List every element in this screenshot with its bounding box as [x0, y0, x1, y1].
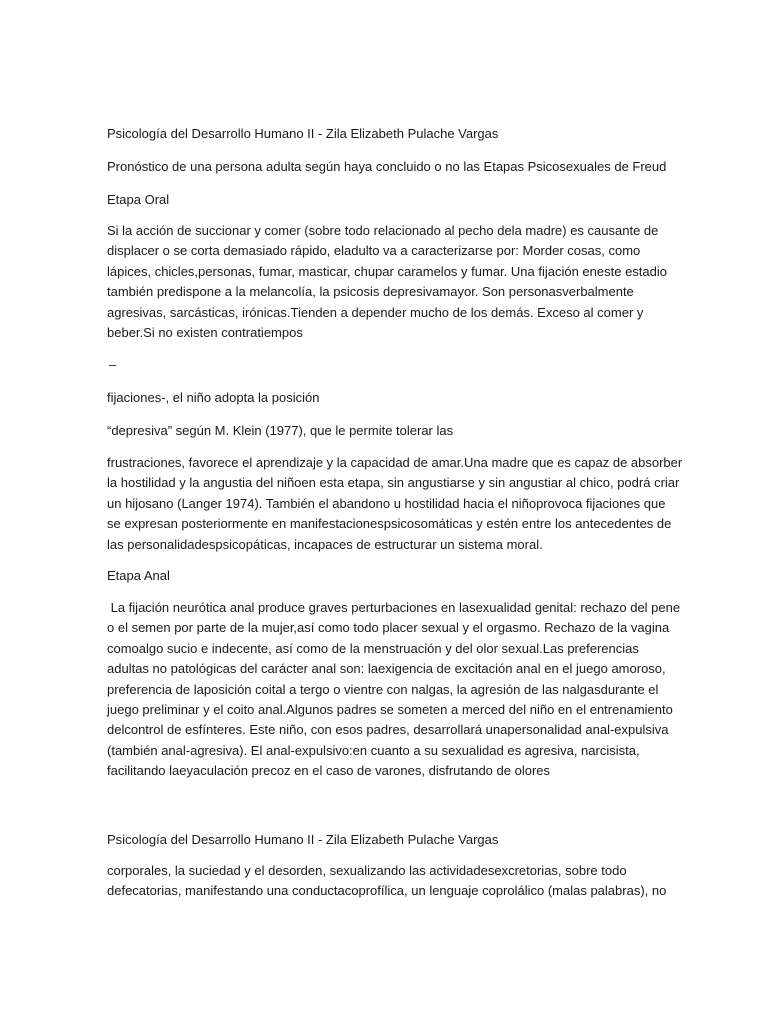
frustraciones-paragraph	[107, 453, 682, 555]
paragraph-line: frustraciones, favorece el aprendizaje y la capacidad de amar.Una madre que es capaz de absorber	[107, 455, 683, 470]
dash-separator: –	[109, 357, 117, 372]
paragraph-line: la hostilidad y la angustia del niñoen esta etapa, sin angustiarse y sin angustiar al chico, podrá criar	[107, 475, 680, 491]
document-subtitle: Pronóstico de una persona adulta según haya concluido o no las Etapas Psicosexuales de Freud	[107, 159, 667, 174]
page-header: Psicología del Desarrollo Humano II - Zila Elizabeth Pulache Vargas	[107, 126, 499, 141]
paragraph-line: facilitando laeyaculación precoz en el caso de varones, disfrutando de olores	[107, 763, 550, 779]
section-heading-anal: Etapa Anal	[107, 568, 170, 583]
fijaciones-line: fijaciones-, el niño adopta la posición	[107, 390, 320, 405]
paragraph-line: (también anal-agresiva). El anal-expulsivo:en cuanto a su sexualidad es agresiva, narcisista,	[107, 742, 640, 758]
paragraph-line: se expresan posteriormente en manifestacionespsicosomáticas y estén entre los antecedentes de	[107, 516, 672, 532]
anal-paragraph	[107, 598, 680, 782]
section-heading-oral: Etapa Oral	[107, 192, 170, 207]
paragraph-line: corporales, la suciedad y el desorden, sexualizando las actividadesexcretorias, sobre todo	[107, 863, 627, 878]
oral-paragraph	[107, 221, 667, 343]
paragraph-line: también predispone a la melancolía, la psicosis depresivamayor. Son personasverbalmente	[107, 284, 634, 300]
paragraph-line: las personalidadespsicopáticas, incapaces de estructurar un sistema moral.	[107, 536, 543, 552]
paragraph-line: lápices, chicles,personas, fumar, masticar, chupar caramelos y fumar. Una fijación eneste estadio	[107, 263, 667, 279]
paragraph-line: preferencia de laposición coital a tergo o vientre con nalgas, la agresión de las nalgasdurante el	[107, 681, 659, 697]
paragraph-line: beber.Si no existen contratiempos	[107, 325, 303, 341]
paragraph-line: displacer o se corta demasiado rápido, eladulto va a caracterizarse por: Morder cosas, como	[107, 243, 641, 259]
paragraph-line: delcontrol de esfínteres. Este niño, con esos padres, desarrollará unapersonalidad anal-expulsiva	[107, 722, 669, 738]
klein-line: “depresiva” según M. Klein (1977), que le permite tolerar las	[107, 423, 454, 438]
paragraph-line: La fijación neurótica anal produce graves perturbaciones en lasexualidad genital: rechazo del pene	[107, 600, 681, 615]
paragraph-line: agresivas, sarcásticas, irónicas.Tienden a depender mucho de los demás. Exceso al comer y	[107, 304, 644, 320]
paragraph-line: comoalgo sucio e indecente, así como de la menstruación y del olor sexual.Las preferencias	[107, 640, 639, 656]
paragraph-line: defecatorias, manifestando una conductacoprofílica, un lenguaje coprolálico (malas palabras), no	[107, 883, 667, 899]
page-header-2: Psicología del Desarrollo Humano II - Zila Elizabeth Pulache Vargas	[107, 832, 499, 847]
paragraph-line: un hijosano (Langer 1974). También el abandono u hostilidad hacia el niñoprovoca fijaciones que	[107, 495, 666, 511]
paragraph-line: adultas no patológicas del carácter anal son: laexigencia de excitación anal en el juego amoroso,	[107, 661, 666, 677]
continuation-paragraph	[107, 861, 666, 902]
paragraph-line: Si la acción de succionar y comer (sobre todo relacionado al pecho dela madre) es causante de	[107, 223, 659, 238]
paragraph-line: juego preliminar y el coito anal.Algunos padres se someten a merced del niño en el entrenamiento	[107, 702, 673, 718]
paragraph-line: o el semen por parte de la mujer,así como todo placer sexual y el orgasmo. Rechazo de la vagina	[107, 620, 670, 636]
